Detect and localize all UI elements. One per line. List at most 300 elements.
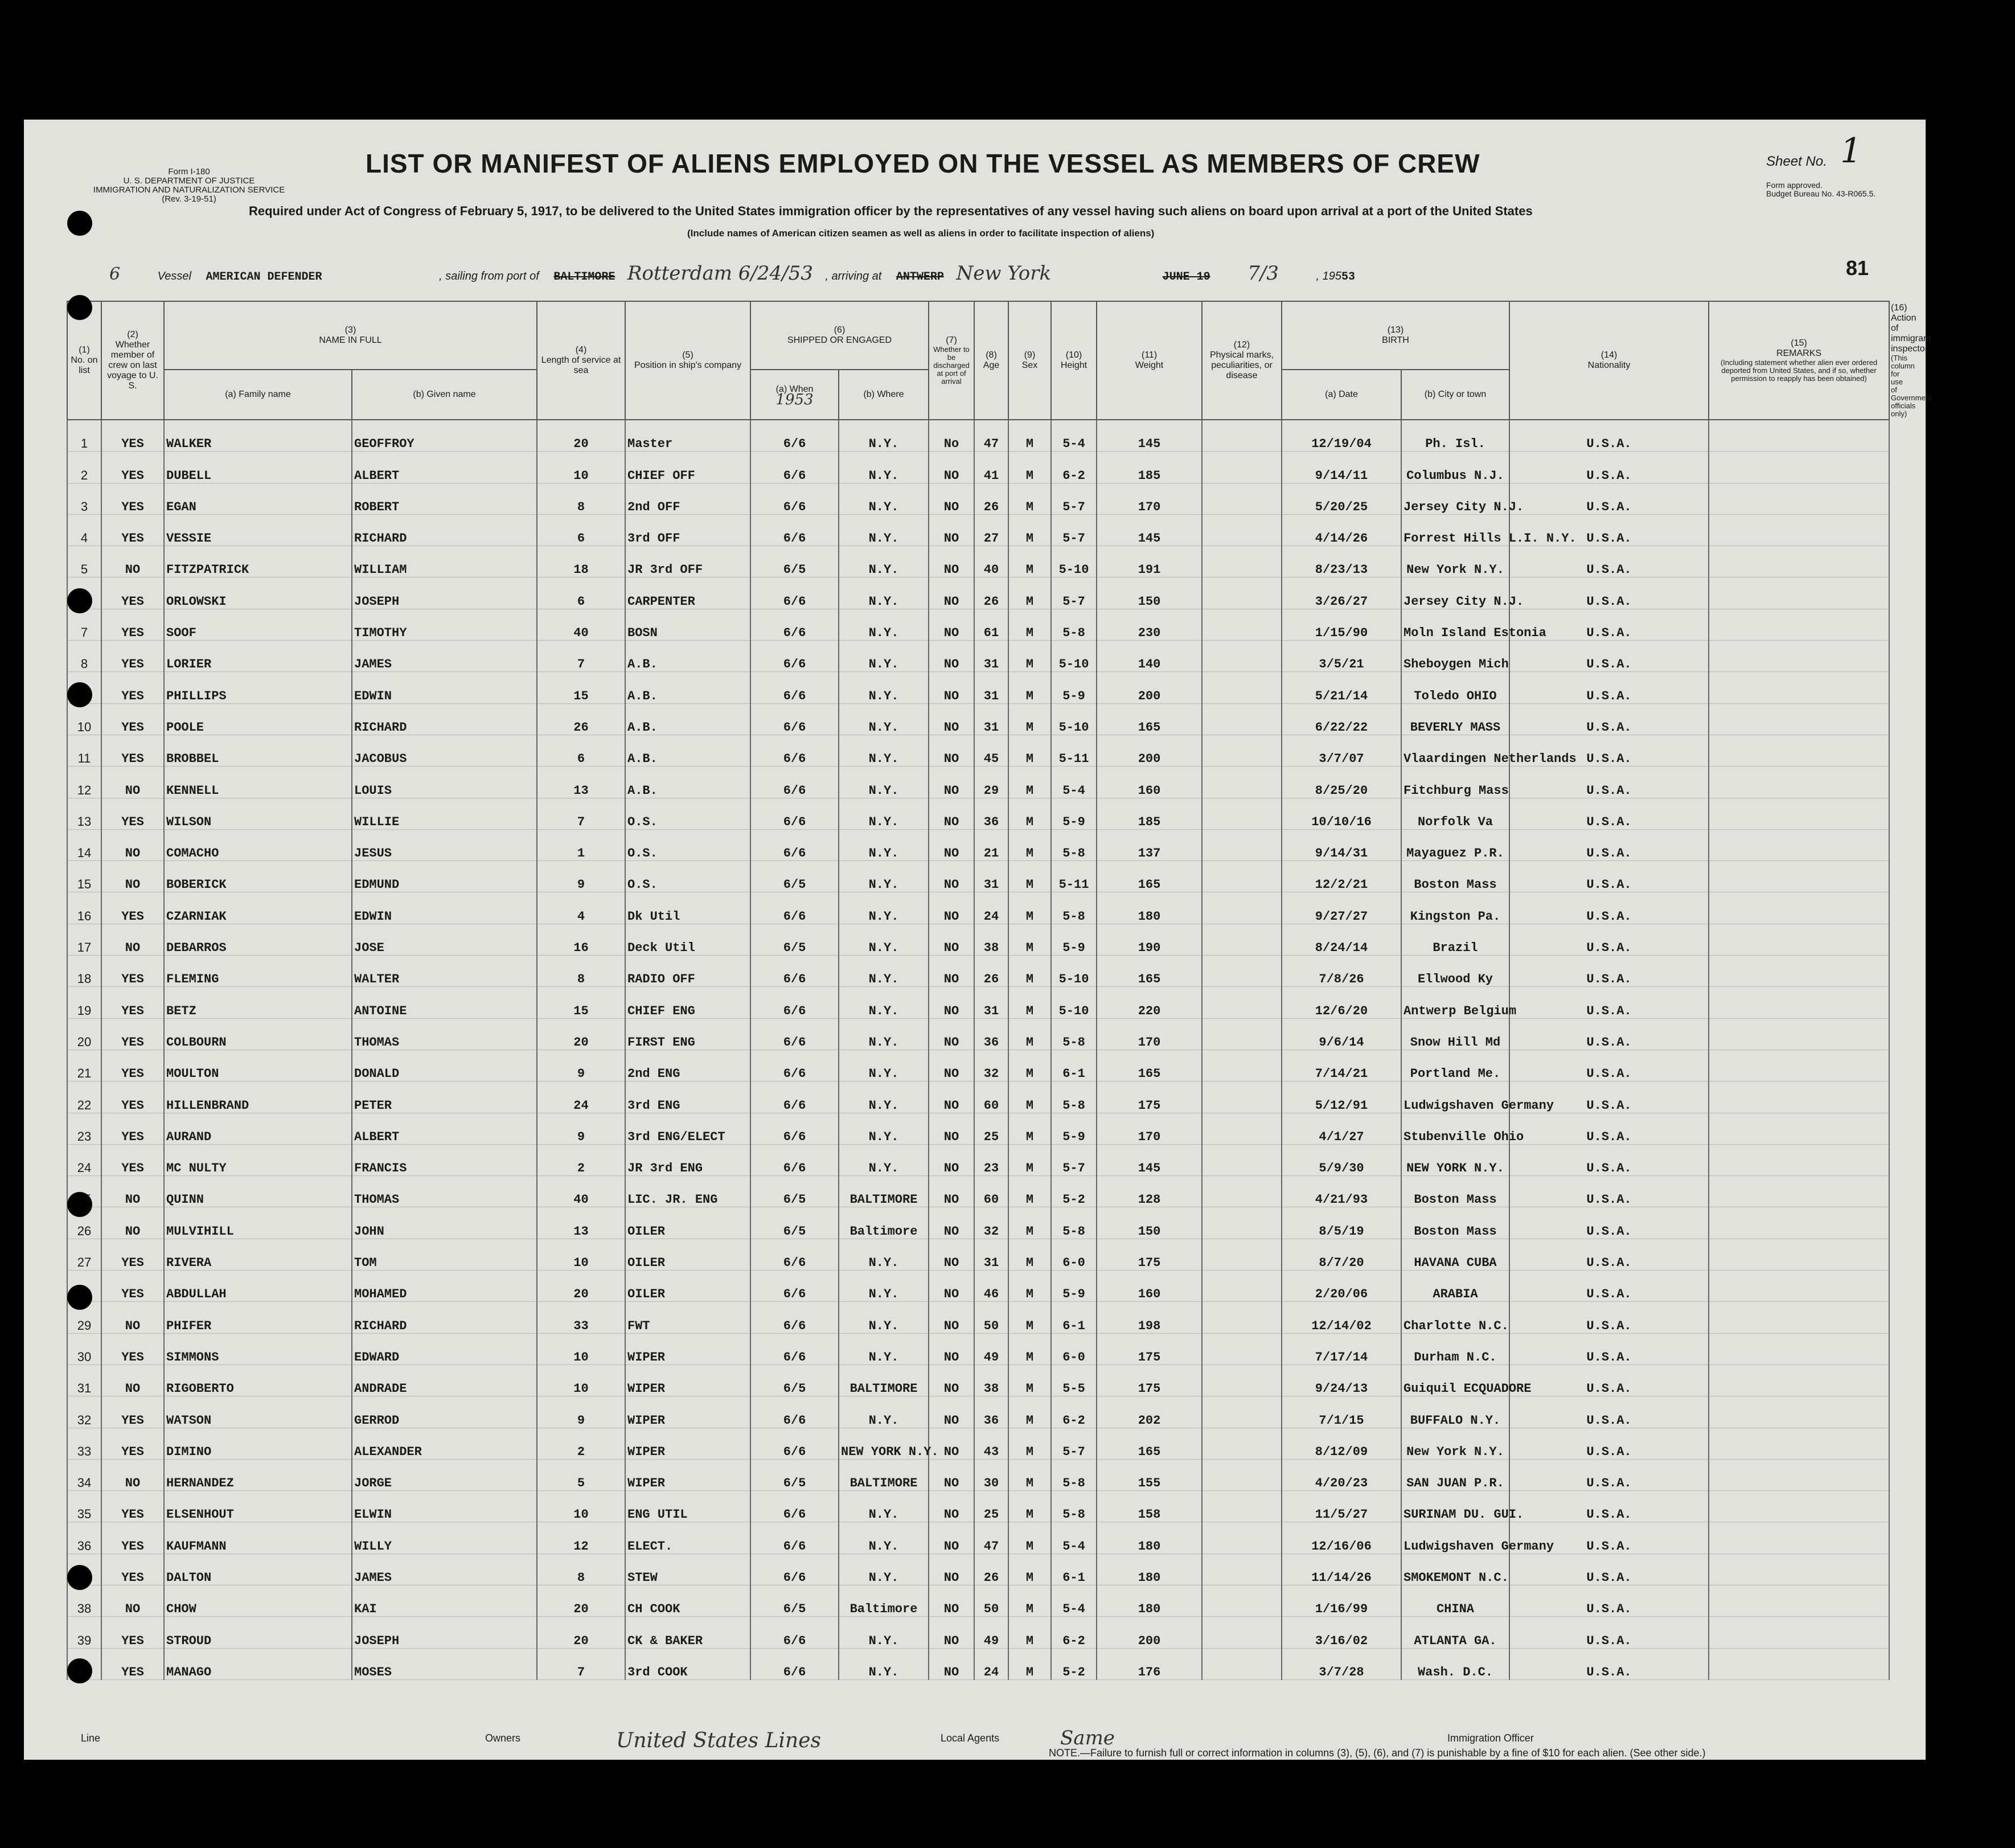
remarks-cell bbox=[1709, 546, 1889, 577]
col-name-header bbox=[164, 301, 537, 370]
physical-marks-cell bbox=[1202, 672, 1282, 703]
ship-position-cell: JR 3rd OFF bbox=[625, 546, 750, 577]
weight-cell: 191 bbox=[1097, 546, 1202, 577]
col-num: (8) bbox=[986, 350, 997, 360]
ship-position-cell: FIRST ENG bbox=[625, 1018, 750, 1050]
weight-cell: 220 bbox=[1097, 987, 1202, 1018]
physical-marks-cell bbox=[1202, 514, 1282, 546]
sex-cell: M bbox=[1008, 1081, 1051, 1113]
family-name-cell: FITZPATRICK bbox=[164, 546, 352, 577]
weight-cell: 145 bbox=[1097, 420, 1202, 452]
family-name-cell: PHIFER bbox=[164, 1302, 352, 1333]
row-number-cell: 27 bbox=[67, 1239, 101, 1270]
birth-date-cell: 3/7/28 bbox=[1282, 1648, 1401, 1679]
ship-position-cell: 3rd ENG bbox=[625, 1081, 750, 1113]
discharge-flag-cell: NO bbox=[929, 483, 974, 514]
age-cell: 60 bbox=[974, 1081, 1008, 1113]
age-cell: 32 bbox=[974, 1207, 1008, 1239]
row-number-cell: 4 bbox=[67, 514, 101, 546]
birth-city-cell: Durham N.C. bbox=[1401, 1333, 1509, 1365]
shipped-when-cell: 6/6 bbox=[750, 1617, 839, 1648]
birth-date-cell: 4/14/26 bbox=[1282, 514, 1401, 546]
prior-voyage-cell: NO bbox=[101, 924, 164, 955]
shipped-where-cell: N.Y. bbox=[839, 609, 929, 640]
remarks-cell bbox=[1709, 1522, 1889, 1554]
remarks-cell bbox=[1709, 1648, 1889, 1679]
shipped-where-cell: BALTIMORE bbox=[839, 1176, 929, 1207]
shipped-when-cell: 6/6 bbox=[750, 1522, 839, 1554]
col-num: (7) bbox=[946, 335, 957, 345]
vessel-label: Vessel bbox=[157, 270, 191, 282]
nationality-cell: U.S.A. bbox=[1509, 577, 1709, 609]
physical-marks-cell bbox=[1202, 1491, 1282, 1522]
table-row bbox=[67, 609, 1889, 640]
birth-city-cell: Boston Mass bbox=[1401, 1207, 1509, 1239]
age-cell: 31 bbox=[974, 703, 1008, 735]
sex-cell: M bbox=[1008, 767, 1051, 798]
nationality-cell: U.S.A. bbox=[1509, 1018, 1709, 1050]
prior-voyage-cell: NO bbox=[101, 1585, 164, 1616]
birth-city-cell: SAN JUAN P.R. bbox=[1401, 1459, 1509, 1490]
given-name-cell: DONALD bbox=[352, 1050, 537, 1081]
shipped-when-cell: 6/6 bbox=[750, 1271, 839, 1302]
discharge-flag-cell: NO bbox=[929, 1271, 974, 1302]
given-name-cell: WALTER bbox=[352, 956, 537, 987]
birth-date-cell: 5/12/91 bbox=[1282, 1081, 1401, 1113]
sex-cell: M bbox=[1008, 892, 1051, 924]
birth-city-cell: SMOKEMONT N.C. bbox=[1401, 1554, 1509, 1585]
height-cell: 5-7 bbox=[1051, 514, 1097, 546]
discharge-flag-cell: NO bbox=[929, 1648, 974, 1679]
service-years-cell: 7 bbox=[537, 798, 625, 829]
weight-cell: 185 bbox=[1097, 798, 1202, 829]
age-cell: 49 bbox=[974, 1617, 1008, 1648]
shipped-when-cell: 6/6 bbox=[750, 987, 839, 1018]
service-years-cell: 2 bbox=[537, 1144, 625, 1175]
nationality-cell: U.S.A. bbox=[1509, 892, 1709, 924]
nationality-cell: U.S.A. bbox=[1509, 1302, 1709, 1333]
weight-cell: 170 bbox=[1097, 1018, 1202, 1050]
remarks-cell bbox=[1709, 1365, 1889, 1396]
height-cell: 5-10 bbox=[1051, 546, 1097, 577]
sex-cell: M bbox=[1008, 1554, 1051, 1585]
page-title: LIST OR MANIFEST OF ALIENS EMPLOYED ON THE VESSEL AS MEMBERS OF CREW bbox=[366, 149, 1480, 178]
col-num: (12) bbox=[1233, 340, 1250, 350]
row-number-cell: 34 bbox=[67, 1459, 101, 1490]
height-cell: 5-8 bbox=[1051, 1207, 1097, 1239]
height-cell: 5-8 bbox=[1051, 1081, 1097, 1113]
physical-marks-cell bbox=[1202, 1176, 1282, 1207]
discharge-flag-cell: NO bbox=[929, 735, 974, 766]
sex-cell: M bbox=[1008, 1271, 1051, 1302]
discharge-flag-cell: NO bbox=[929, 1113, 974, 1144]
birth-city-cell: SURINAM DU. GUI. bbox=[1401, 1491, 1509, 1522]
page-number: 81 bbox=[1846, 256, 1869, 280]
approval-line: Form approved. bbox=[1766, 181, 1823, 190]
sex-cell: M bbox=[1008, 1459, 1051, 1490]
ship-position-cell: RADIO OFF bbox=[625, 956, 750, 987]
physical-marks-cell bbox=[1202, 1081, 1282, 1113]
weight-cell: 160 bbox=[1097, 1271, 1202, 1302]
row-number-cell: 11 bbox=[67, 735, 101, 766]
discharge-flag-cell: NO bbox=[929, 1554, 974, 1585]
shipped-where-cell: N.Y. bbox=[839, 798, 929, 829]
remarks-cell bbox=[1709, 1050, 1889, 1081]
sex-cell: M bbox=[1008, 956, 1051, 987]
table-row bbox=[67, 1113, 1889, 1144]
given-name-cell: THOMAS bbox=[352, 1018, 537, 1050]
age-cell: 47 bbox=[974, 1522, 1008, 1554]
birth-date-cell: 7/14/21 bbox=[1282, 1050, 1401, 1081]
col-num: (2) bbox=[127, 330, 138, 339]
birth-city-cell: Jersey City N.J. bbox=[1401, 483, 1509, 514]
given-name-cell: RICHARD bbox=[352, 514, 537, 546]
row-number-cell: 14 bbox=[67, 829, 101, 861]
birth-date-cell: 5/21/14 bbox=[1282, 672, 1401, 703]
height-cell: 6-0 bbox=[1051, 1333, 1097, 1365]
shipped-when-cell: 6/6 bbox=[750, 767, 839, 798]
prior-voyage-cell: NO bbox=[101, 861, 164, 892]
row-number-cell: 16 bbox=[67, 892, 101, 924]
nationality-cell: U.S.A. bbox=[1509, 1144, 1709, 1175]
service-years-cell: 12 bbox=[537, 1522, 625, 1554]
birth-city-cell: Brazil bbox=[1401, 924, 1509, 955]
table-row bbox=[67, 892, 1889, 924]
row-number-cell: 3 bbox=[67, 483, 101, 514]
weight-cell: 137 bbox=[1097, 829, 1202, 861]
weight-cell: 200 bbox=[1097, 735, 1202, 766]
table-row bbox=[67, 861, 1889, 892]
col-shipped-header bbox=[750, 301, 929, 370]
service-years-cell: 40 bbox=[537, 609, 625, 640]
age-cell: 25 bbox=[974, 1113, 1008, 1144]
prior-voyage-cell: YES bbox=[101, 1271, 164, 1302]
given-name-cell: MOSES bbox=[352, 1648, 537, 1679]
discharge-flag-cell: NO bbox=[929, 1018, 974, 1050]
col-discharge-header bbox=[929, 301, 974, 420]
row-number-cell: 8 bbox=[67, 641, 101, 672]
row-number-cell: 23 bbox=[67, 1113, 101, 1144]
birth-date-cell: 9/14/11 bbox=[1282, 452, 1401, 483]
sex-cell: M bbox=[1008, 1176, 1051, 1207]
service-years-cell: 9 bbox=[537, 1113, 625, 1144]
nationality-cell: U.S.A. bbox=[1509, 672, 1709, 703]
given-name-cell: ROBERT bbox=[352, 483, 537, 514]
shipped-where-cell: N.Y. bbox=[839, 1271, 929, 1302]
birth-city-cell: Fitchburg Mass bbox=[1401, 767, 1509, 798]
row-number-cell: 39 bbox=[67, 1617, 101, 1648]
service-years-cell: 6 bbox=[537, 514, 625, 546]
birth-date-cell: 12/16/06 bbox=[1282, 1522, 1401, 1554]
discharge-flag-cell: NO bbox=[929, 609, 974, 640]
family-name-cell: PHILLIPS bbox=[164, 672, 352, 703]
table-row bbox=[67, 1396, 1889, 1428]
weight-cell: 160 bbox=[1097, 767, 1202, 798]
header-label: Whether to be discharged at port of arrival bbox=[933, 345, 970, 386]
weight-cell: 165 bbox=[1097, 1050, 1202, 1081]
table-row bbox=[67, 420, 1889, 452]
birth-city-cell: Forrest Hills L.I. N.Y. bbox=[1401, 514, 1509, 546]
nationality-cell: U.S.A. bbox=[1509, 829, 1709, 861]
ship-position-cell: JR 3rd ENG bbox=[625, 1144, 750, 1175]
physical-marks-cell bbox=[1202, 703, 1282, 735]
discharge-flag-cell: NO bbox=[929, 767, 974, 798]
family-name-cell: RIVERA bbox=[164, 1239, 352, 1270]
birth-date-cell: 3/26/27 bbox=[1282, 577, 1401, 609]
ship-position-cell: 2nd OFF bbox=[625, 483, 750, 514]
nationality-cell: U.S.A. bbox=[1509, 1176, 1709, 1207]
weight-cell: 140 bbox=[1097, 641, 1202, 672]
age-cell: 31 bbox=[974, 672, 1008, 703]
weight-cell: 165 bbox=[1097, 956, 1202, 987]
col-age-header bbox=[974, 301, 1008, 420]
family-name-cell: FLEMING bbox=[164, 956, 352, 987]
family-name-cell: ELSENHOUT bbox=[164, 1491, 352, 1522]
given-name-cell: MOHAMED bbox=[352, 1271, 537, 1302]
height-cell: 5-9 bbox=[1051, 924, 1097, 955]
service-years-cell: 6 bbox=[537, 735, 625, 766]
remarks-cell bbox=[1709, 1081, 1889, 1113]
birth-city-cell: Sheboygen Mich bbox=[1401, 641, 1509, 672]
birth-city-cell: Vlaardingen Netherlands bbox=[1401, 735, 1509, 766]
weight-cell: 200 bbox=[1097, 672, 1202, 703]
birth-city-cell: Charlotte N.C. bbox=[1401, 1302, 1509, 1333]
nationality-cell: U.S.A. bbox=[1509, 703, 1709, 735]
prior-voyage-cell: YES bbox=[101, 1050, 164, 1081]
family-name-cell: COMACHO bbox=[164, 829, 352, 861]
prior-voyage-cell: NO bbox=[101, 829, 164, 861]
table-row bbox=[67, 1522, 1889, 1554]
row-number-cell: 38 bbox=[67, 1585, 101, 1616]
sex-cell: M bbox=[1008, 1396, 1051, 1428]
table-row bbox=[67, 1648, 1889, 1679]
col-num: (11) bbox=[1141, 350, 1158, 360]
shipped-when-cell: 6/6 bbox=[750, 1050, 839, 1081]
shipped-when-cell: 6/5 bbox=[750, 1365, 839, 1396]
shipped-when-cell: 6/6 bbox=[750, 1239, 839, 1270]
row-number-cell: 31 bbox=[67, 1365, 101, 1396]
budget-bureau-line: Budget Bureau No. 43-R065.5. bbox=[1766, 189, 1876, 198]
shipped-where-cell: N.Y. bbox=[839, 641, 929, 672]
nationality-cell: U.S.A. bbox=[1509, 735, 1709, 766]
birth-city-cell: ARABIA bbox=[1401, 1271, 1509, 1302]
prior-voyage-cell: YES bbox=[101, 483, 164, 514]
height-cell: 6-1 bbox=[1051, 1050, 1097, 1081]
discharge-flag-cell: NO bbox=[929, 546, 974, 577]
remarks-cell bbox=[1709, 1018, 1889, 1050]
remarks-cell bbox=[1709, 829, 1889, 861]
shipped-where-cell: Baltimore bbox=[839, 1207, 929, 1239]
shipped-when-cell: 6/6 bbox=[750, 1428, 839, 1459]
remarks-cell bbox=[1709, 1207, 1889, 1239]
family-name-cell: DEBARROS bbox=[164, 924, 352, 955]
ship-position-cell: OILER bbox=[625, 1271, 750, 1302]
punch-hole bbox=[67, 1658, 92, 1683]
sex-cell: M bbox=[1008, 861, 1051, 892]
ship-position-cell: A.B. bbox=[625, 641, 750, 672]
ship-position-cell: WIPER bbox=[625, 1396, 750, 1428]
family-name-cell: SOOF bbox=[164, 609, 352, 640]
service-years-cell: 8 bbox=[537, 483, 625, 514]
shipped-where-cell: N.Y. bbox=[839, 1396, 929, 1428]
given-name-cell: ALBERT bbox=[352, 452, 537, 483]
row-number-cell: 19 bbox=[67, 987, 101, 1018]
prior-voyage-cell: NO bbox=[101, 546, 164, 577]
family-name-cell: DIMINO bbox=[164, 1428, 352, 1459]
table-row bbox=[67, 1271, 1889, 1302]
age-cell: 26 bbox=[974, 577, 1008, 609]
shipped-where-cell: N.Y. bbox=[839, 987, 929, 1018]
shipped-where-cell: N.Y. bbox=[839, 1491, 929, 1522]
birth-city-cell: BUFFALO N.Y. bbox=[1401, 1396, 1509, 1428]
age-cell: 36 bbox=[974, 1018, 1008, 1050]
shipped-when-cell: 6/5 bbox=[750, 924, 839, 955]
header-label: SHIPPED OR ENGAGED bbox=[787, 335, 892, 346]
discharge-flag-cell: NO bbox=[929, 703, 974, 735]
nationality-cell: U.S.A. bbox=[1509, 514, 1709, 546]
height-cell: 5-11 bbox=[1051, 735, 1097, 766]
nationality-cell: U.S.A. bbox=[1509, 1239, 1709, 1270]
age-cell: 41 bbox=[974, 452, 1008, 483]
shipped-when-cell: 6/6 bbox=[750, 1554, 839, 1585]
col-birth-header bbox=[1282, 301, 1509, 370]
family-name-cell: EGAN bbox=[164, 483, 352, 514]
form-number: Form I-180 bbox=[168, 167, 210, 177]
remarks-cell bbox=[1709, 1271, 1889, 1302]
birth-city-cell: Portland Me. bbox=[1401, 1050, 1509, 1081]
prior-voyage-cell: YES bbox=[101, 1522, 164, 1554]
service-years-cell: 13 bbox=[537, 767, 625, 798]
local-agents-label: Local Agents bbox=[941, 1732, 1000, 1744]
ship-position-cell: O.S. bbox=[625, 829, 750, 861]
nationality-cell: U.S.A. bbox=[1509, 546, 1709, 577]
revision: (Rev. 3-19-51) bbox=[162, 194, 216, 204]
table-row bbox=[67, 1459, 1889, 1490]
weight-cell: 145 bbox=[1097, 1144, 1202, 1175]
ship-position-cell: ELECT. bbox=[625, 1522, 750, 1554]
nationality-cell: U.S.A. bbox=[1509, 1050, 1709, 1081]
birth-date-cell: 9/6/14 bbox=[1282, 1018, 1401, 1050]
nationality-cell: U.S.A. bbox=[1509, 1271, 1709, 1302]
height-cell: 6-1 bbox=[1051, 1302, 1097, 1333]
weight-cell: 165 bbox=[1097, 703, 1202, 735]
physical-marks-cell bbox=[1202, 735, 1282, 766]
weight-cell: 200 bbox=[1097, 1617, 1202, 1648]
shipped-when-cell: 6/6 bbox=[750, 1396, 839, 1428]
shipped-where-cell: N.Y. bbox=[839, 892, 929, 924]
shipped-when-cell: 6/6 bbox=[750, 452, 839, 483]
physical-marks-cell bbox=[1202, 829, 1282, 861]
physical-marks-cell bbox=[1202, 1302, 1282, 1333]
punch-hole bbox=[67, 682, 92, 707]
footnote: NOTE.—Failure to furnish full or correct information in columns (3), (5), (6), and (7) is punishable by a fine of $10 for each alien. (See other side.) bbox=[1049, 1747, 1706, 1759]
sex-cell: M bbox=[1008, 1428, 1051, 1459]
table-row bbox=[67, 1617, 1889, 1648]
birth-date-cell: 5/9/30 bbox=[1282, 1144, 1401, 1175]
weight-cell: 176 bbox=[1097, 1648, 1202, 1679]
remarks-cell bbox=[1709, 1333, 1889, 1365]
weight-cell: 155 bbox=[1097, 1459, 1202, 1490]
birth-city-cell: NEW YORK N.Y. bbox=[1401, 1144, 1509, 1175]
prior-voyage-cell: YES bbox=[101, 798, 164, 829]
discharge-flag-cell: NO bbox=[929, 1176, 974, 1207]
birth-date-cell: 1/16/99 bbox=[1282, 1585, 1401, 1616]
sex-cell: M bbox=[1008, 483, 1051, 514]
table-row bbox=[67, 1239, 1889, 1270]
height-cell: 5-2 bbox=[1051, 1648, 1097, 1679]
family-name-cell: CZARNIAK bbox=[164, 892, 352, 924]
sex-cell: M bbox=[1008, 735, 1051, 766]
shipped-where-cell: N.Y. bbox=[839, 1239, 929, 1270]
discharge-flag-cell: NO bbox=[929, 1144, 974, 1175]
header-label: BIRTH bbox=[1382, 335, 1409, 346]
birth-city-cell: Norfolk Va bbox=[1401, 798, 1509, 829]
col-num: (13) bbox=[1387, 325, 1404, 335]
height-cell: 5-4 bbox=[1051, 1585, 1097, 1616]
shipped-when-cell: 6/6 bbox=[750, 420, 839, 452]
remarks-cell bbox=[1709, 1491, 1889, 1522]
ship-position-cell: O.S. bbox=[625, 798, 750, 829]
birth-date-cell: 8/7/20 bbox=[1282, 1239, 1401, 1270]
arriving-label: , arriving at bbox=[825, 270, 882, 282]
shipped-where-cell: N.Y. bbox=[839, 1144, 929, 1175]
height-cell: 6-2 bbox=[1051, 452, 1097, 483]
row-number-cell: 17 bbox=[67, 924, 101, 955]
discharge-flag-cell: NO bbox=[929, 1081, 974, 1113]
birth-date-cell: 3/7/07 bbox=[1282, 735, 1401, 766]
col-num: (3) bbox=[344, 325, 356, 335]
service-years-cell: 15 bbox=[537, 672, 625, 703]
prior-voyage-cell: YES bbox=[101, 735, 164, 766]
remarks-cell bbox=[1709, 1144, 1889, 1175]
prior-voyage-cell: YES bbox=[101, 956, 164, 987]
row-number-cell: 20 bbox=[67, 1018, 101, 1050]
arrival-handwritten: New York bbox=[956, 262, 1052, 285]
age-cell: 32 bbox=[974, 1050, 1008, 1081]
sex-cell: M bbox=[1008, 609, 1051, 640]
ship-position-cell: WIPER bbox=[625, 1365, 750, 1396]
table-row bbox=[67, 641, 1889, 672]
sheet-number: 1 bbox=[1840, 131, 1862, 171]
row-number-cell: 5 bbox=[67, 546, 101, 577]
height-cell: 5-4 bbox=[1051, 1522, 1097, 1554]
shipped-where-cell: N.Y. bbox=[839, 956, 929, 987]
height-cell: 5-9 bbox=[1051, 672, 1097, 703]
prior-voyage-cell: YES bbox=[101, 987, 164, 1018]
given-name-cell: TIMOTHY bbox=[352, 609, 537, 640]
manifest-sheet bbox=[24, 120, 1932, 1760]
ship-position-cell: 2nd ENG bbox=[625, 1050, 750, 1081]
header-label: Physical marks, peculiarities, or disease bbox=[1209, 350, 1274, 380]
shipped-where-cell: NEW YORK N.Y. bbox=[839, 1428, 929, 1459]
ship-position-cell: CK & BAKER bbox=[625, 1617, 750, 1648]
birth-date-cell: 3/16/02 bbox=[1282, 1617, 1401, 1648]
where-header: (b) Where bbox=[839, 370, 929, 420]
ship-position-cell: CARPENTER bbox=[625, 577, 750, 609]
ship-position-cell: OILER bbox=[625, 1239, 750, 1270]
shipped-when-cell: 6/6 bbox=[750, 577, 839, 609]
table-row bbox=[67, 1365, 1889, 1396]
sex-cell: M bbox=[1008, 514, 1051, 546]
ship-position-cell: STEW bbox=[625, 1554, 750, 1585]
prior-voyage-cell: YES bbox=[101, 1491, 164, 1522]
birth-city-cell: BEVERLY MASS bbox=[1401, 703, 1509, 735]
sailing-label: , sailing from port of bbox=[439, 270, 539, 282]
age-cell: 26 bbox=[974, 1554, 1008, 1585]
row-number-cell: 32 bbox=[67, 1396, 101, 1428]
weight-cell: 180 bbox=[1097, 1585, 1202, 1616]
birth-city-cell: New York N.Y. bbox=[1401, 546, 1509, 577]
